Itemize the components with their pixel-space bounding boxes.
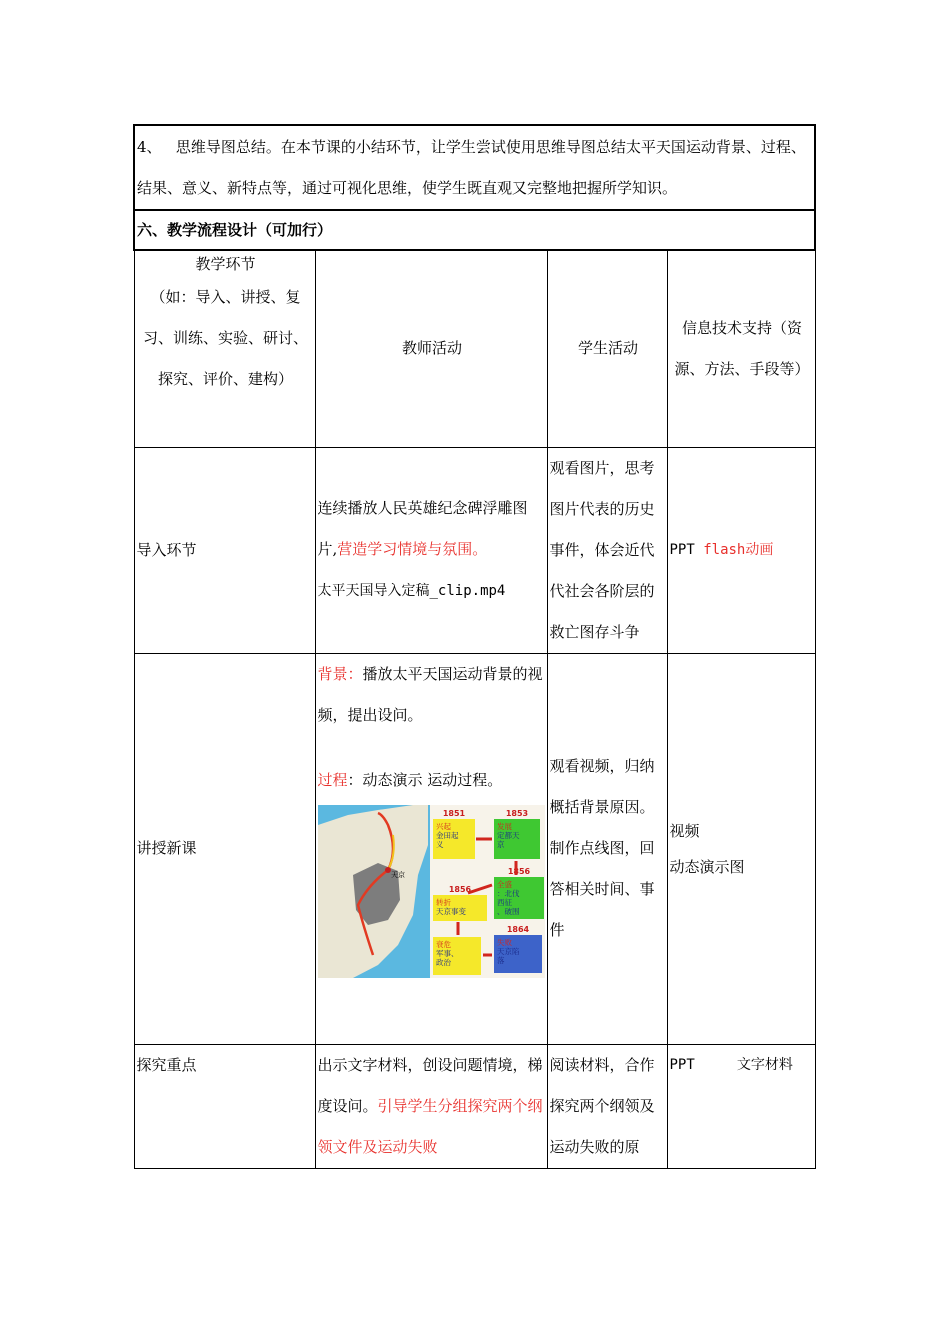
map-stage-text: 兴起 xyxy=(435,821,451,831)
map-stage-text: 衰危 xyxy=(435,939,451,949)
map-stage-text: 全盛 xyxy=(496,879,512,889)
map-stage-text: 落 xyxy=(496,955,504,965)
row-intro-it xyxy=(667,447,815,653)
map-stage-text: 政治 xyxy=(435,957,451,967)
row-lecture-student: 观看视频，归纳概括背景原因。制作点线图，回答相关时间、事件 xyxy=(547,653,667,1044)
lecture-process xyxy=(318,760,547,801)
inquiry-teacher-text: 出示文字材料，创设问题情境，梯度设问。 xyxy=(317,1055,543,1115)
map-stage-text: 转折 xyxy=(435,897,451,907)
intro-it-ppt: PPT xyxy=(669,542,704,558)
header-it: 信息技术支持（资源、方法、手段等） xyxy=(667,250,815,447)
summary-cell xyxy=(134,125,815,210)
header-stage-title: 教学环节 xyxy=(195,255,256,273)
map-stage-text: 失败 xyxy=(496,937,512,947)
inquiry-teacher-highlight: 引导学生分组探究两个纲领文件及运动失败 xyxy=(317,1096,543,1156)
map-stage-text: 发展 xyxy=(496,821,512,831)
header-student: 学生活动 xyxy=(547,250,667,447)
map-stage-text: 军事、 xyxy=(435,948,458,958)
row-inquiry-stage: 探究重点 xyxy=(134,1044,315,1168)
background-text: 播放太平天国运动背景的视频，提出设问。 xyxy=(317,664,543,724)
background-label: 背景： xyxy=(317,664,363,683)
row-intro-teacher xyxy=(315,447,547,653)
map-stage-text: 西征 xyxy=(496,897,512,907)
map-stage-text: 天京事变 xyxy=(435,906,466,916)
map-year-label: 1856 xyxy=(507,866,530,876)
map-stage-text: 天京陷 xyxy=(496,946,519,956)
map-year-label: 1853 xyxy=(505,808,528,818)
map-stage-text: 定都天 xyxy=(496,830,519,840)
header-stage-note: （如：导入、讲授、复习、训练、实验、研讨、探究、评价、建构） xyxy=(142,288,308,388)
lecture-it-video: 视频 xyxy=(669,821,700,840)
taiping-process-map xyxy=(318,805,545,978)
header-teacher: 教师活动 xyxy=(315,250,547,447)
row-inquiry-teacher xyxy=(315,1044,547,1168)
process-label: 过程 xyxy=(317,770,348,789)
row-intro-student: 观看图片，思考图片代表的历史事件，体会近代代社会各阶层的救亡图存斗争 xyxy=(547,447,667,653)
process-text: ：动态演示 运动过程。 xyxy=(347,770,503,789)
map-stage-text: 金田起 xyxy=(435,830,458,840)
map-year-label: 1856 xyxy=(448,884,471,894)
lecture-background xyxy=(318,654,547,736)
row-lecture-it xyxy=(667,653,815,1044)
map-stage-text: 义 xyxy=(435,839,443,849)
intro-teacher-text: 连续播放人民英雄纪念碑浮雕图片, xyxy=(317,499,528,558)
map-city-label: 天京 xyxy=(390,870,405,879)
row-inquiry-student: 阅读材料，合作探究两个纲领及运动失败的原 xyxy=(547,1044,667,1168)
intro-it-flash: flash动画 xyxy=(703,542,774,558)
map-year-label: 1864 xyxy=(506,924,529,934)
row-intro-stage: 导入环节 xyxy=(134,447,315,653)
summary-number: 4、 xyxy=(137,138,162,156)
map-year-label: 1851 xyxy=(442,808,465,818)
row-lecture-teacher xyxy=(315,653,547,1044)
header-stage xyxy=(134,250,315,447)
row-lecture-stage: 讲授新课 xyxy=(134,653,315,1044)
map-stage-text: ：北伐 xyxy=(496,888,519,898)
intro-video-file: 太平天国导入定稿_clip.mp4 xyxy=(317,583,506,599)
map-stage-text: 京 xyxy=(496,839,504,849)
intro-teacher-highlight: 营造学习情境与氛围。 xyxy=(337,540,488,558)
map-stage-text: 、破围 xyxy=(496,906,519,916)
row-inquiry-it: PPT 文字材料 xyxy=(667,1044,815,1168)
lecture-it-demo: 动态演示图 xyxy=(669,857,745,876)
section-title: 六、教学流程设计（可加行） xyxy=(134,210,815,250)
summary-text: 思维导图总结。在本节课的小结环节，让学生尝试使用思维导图总结太平天国运动背景、过程、结果、意义、新特点等，通过可视化思维，使学生既直观又完整地把握所学知识。 xyxy=(137,138,806,197)
